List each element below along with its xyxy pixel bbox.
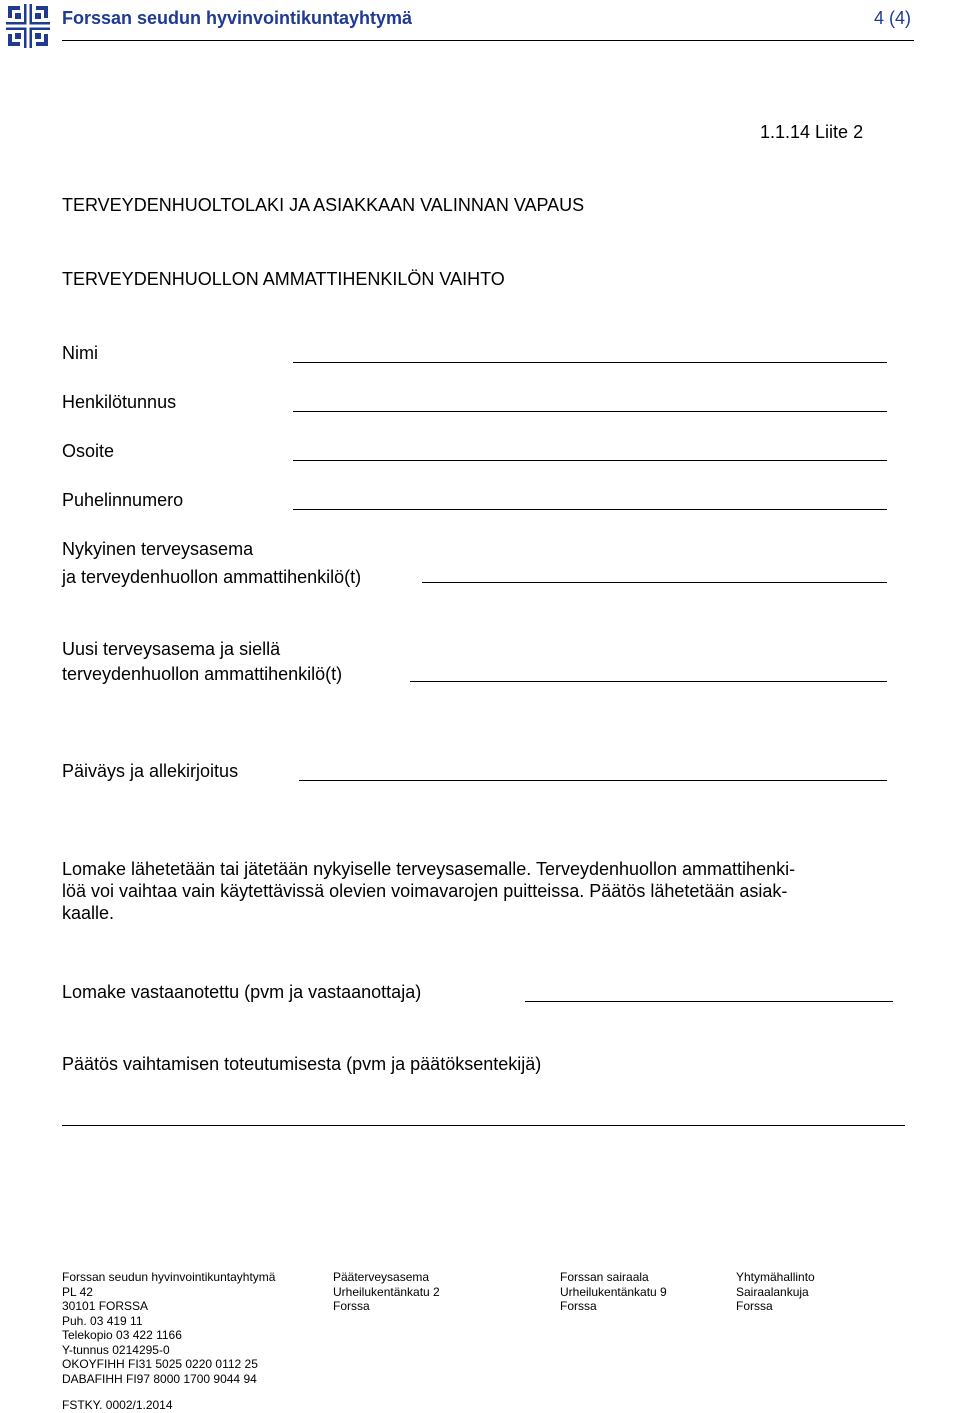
footer-line: Urheilukentänkatu 2 <box>333 1284 440 1299</box>
footer-line: Sairaalankuja <box>736 1284 809 1299</box>
footer-line: Forssa <box>560 1299 597 1313</box>
footer-main-station-block <box>333 1270 440 1314</box>
header-divider <box>62 40 914 41</box>
received-field[interactable] <box>525 1001 893 1002</box>
signature-label: Päiväys ja allekirjoitus <box>62 761 239 781</box>
footer-line: Yhtymähallinto <box>736 1270 815 1284</box>
annex-label: 1.1.14 Liite 2 <box>760 122 864 142</box>
current-station-label-line2: ja terveydenhuollon ammattihenkilö(t) <box>62 567 362 587</box>
footer-line: Puh. 03 419 11 <box>62 1313 143 1328</box>
footer-line: Forssan sairaala <box>560 1270 649 1284</box>
footer-administration-block <box>736 1270 815 1314</box>
ssn-field[interactable] <box>293 411 887 412</box>
address-label: Osoite <box>62 441 115 461</box>
footer-organization-block <box>62 1270 275 1386</box>
name-label: Nimi <box>62 343 98 363</box>
ssn-label: Henkilötunnus <box>62 392 177 412</box>
footer-line: Forssan seudun hyvinvointikuntayhtymä <box>62 1270 276 1284</box>
phone-label: Puhelinnumero <box>62 490 184 510</box>
header-page-number: 4 (4) <box>874 8 912 28</box>
new-station-field[interactable] <box>410 681 887 682</box>
new-station-label-line2: terveydenhuollon ammattihenkilö(t) <box>62 664 343 684</box>
header-organization: Forssan seudun hyvinvointikuntayhtymä <box>62 8 413 28</box>
current-station-field[interactable] <box>422 582 887 583</box>
current-station-label-line1: Nykyinen terveysasema <box>62 539 254 559</box>
signature-field[interactable] <box>299 780 887 781</box>
decision-field[interactable] <box>62 1125 905 1126</box>
footer-line: Y-tunnus 0214295-0 <box>62 1342 170 1357</box>
organization-logo-icon <box>6 4 50 48</box>
instructions-line: Lomake lähetetään tai jätetään nykyiselle terveysasemalle. Terveydenhuollon ammattihenki- <box>62 859 796 879</box>
received-label: Lomake vastaanotettu (pvm ja vastaanottaja) <box>62 982 422 1002</box>
footer-line: PL 42 <box>62 1284 93 1299</box>
form-code: FSTKY. 0002/1.2014 <box>62 1398 173 1412</box>
new-station-label-line1: Uusi terveysasema ja siellä <box>62 639 281 659</box>
phone-field[interactable] <box>293 509 887 510</box>
footer-line: Pääterveysasema <box>333 1270 430 1284</box>
footer-line: Urheilukentänkatu 9 <box>560 1284 667 1299</box>
footer-line: DABAFIHH FI97 8000 1700 9044 94 <box>62 1371 257 1386</box>
instructions-line: löä voi vaihtaa vain käytettävissä olevien voimavarojen puitteissa. Päätös lähetetään asiak- <box>62 881 788 901</box>
footer-line: 30101 FORSSA <box>62 1299 149 1313</box>
name-field[interactable] <box>293 362 887 363</box>
footer-hospital-block <box>560 1270 667 1314</box>
instructions-line: kaalle. <box>62 903 115 923</box>
footer-line: Forssa <box>736 1299 773 1313</box>
document-subtitle: TERVEYDENHUOLLON AMMATTIHENKILÖN VAIHTO <box>62 269 505 289</box>
footer-line: Telekopio 03 422 1166 <box>62 1328 182 1342</box>
instructions-paragraph <box>62 858 922 924</box>
footer-line: OKOYFIHH FI31 5025 0220 0112 25 <box>62 1357 258 1371</box>
decision-label: Päätös vaihtamisen toteutumisesta (pvm ja päätöksentekijä) <box>62 1054 542 1074</box>
document-title: TERVEYDENHUOLTOLAKI JA ASIAKKAAN VALINNAN VAPAUS <box>62 195 585 215</box>
footer-line: Forssa <box>333 1299 370 1313</box>
address-field[interactable] <box>293 460 887 461</box>
